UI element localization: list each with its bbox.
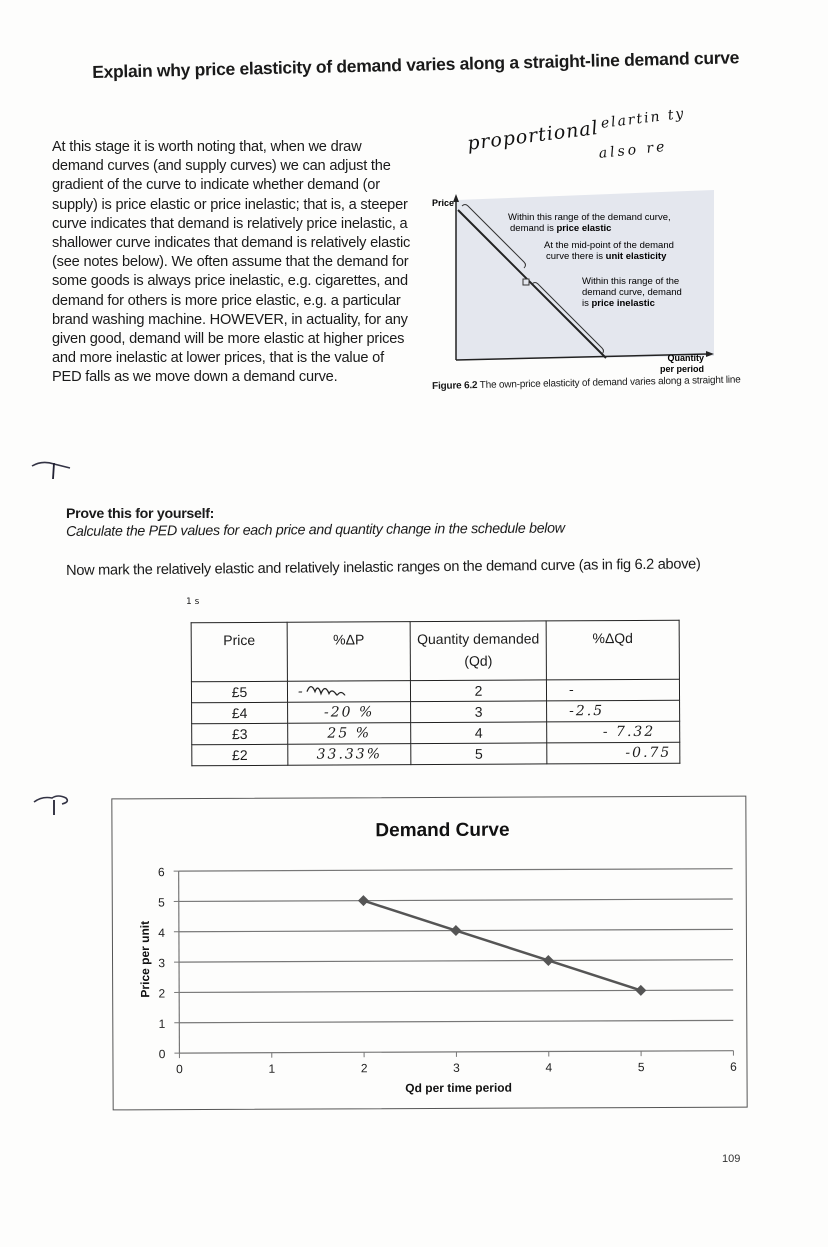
- x-axis-label: Qd per time period: [405, 1080, 512, 1096]
- x-tick-label: 4: [545, 1060, 553, 1075]
- y-tick-label: 1: [158, 1016, 166, 1031]
- y-tick-label: 4: [158, 925, 165, 940]
- x-tick-label: 3: [453, 1060, 460, 1075]
- y-tick-label: 2: [158, 986, 166, 1001]
- midpoint-marker: [523, 279, 529, 285]
- cell-qd: 3: [411, 701, 547, 723]
- demand-chart: [111, 796, 747, 1111]
- y-axis-label: Price per unit: [137, 920, 153, 998]
- data-point-diamond: [543, 955, 554, 966]
- scribble: -: [298, 683, 355, 699]
- mark-instruction: Now mark the relatively elastic and relatively inelastic ranges on the demand curve (as in fig 6.2 above): [66, 556, 701, 579]
- data-point-diamond: [635, 985, 646, 996]
- axes: [174, 869, 734, 1058]
- cell-pct-dqd[interactable]: -0.75: [547, 742, 680, 764]
- figure-6-2: [426, 188, 716, 380]
- x-tick-label: 6: [730, 1059, 737, 1074]
- x-tick-label: 0: [176, 1062, 183, 1077]
- chart-title: Demand Curve: [375, 819, 510, 842]
- y-tick-label: 6: [157, 865, 165, 880]
- intro-paragraph: At this stage it is worth noting that, when we draw demand curves (and supply curves) we can adjust the gradient of the curve to indicate whether demand (or supply) is price elastic or price inelastic; that is, a steeper curve indicates that demand is relatively price inelastic, a shallower curve indicates that demand is relatively elastic (see notes below). We often assume that the demand for some goods is always price inelastic, e.g. cigarettes, and demand for others is more price elastic, e.g. a particular brand washing machine. HOWEVER, in actuality, for any given good, demand will be more elastic at higher prices and more inelastic at lower prices, that is the value of PED falls as we move down a demand curve.: [52, 139, 411, 386]
- unit-text-1: At the mid-point of the demand: [544, 240, 674, 251]
- table-row: [192, 721, 680, 745]
- x-tick-label: 2: [360, 1061, 368, 1076]
- elasticity-diagram: [426, 188, 716, 380]
- inelastic-text-3: is price inelastic: [582, 298, 655, 309]
- table-row: [191, 679, 679, 703]
- series: [358, 894, 646, 997]
- header-pct-change-price: %ΔP: [287, 622, 410, 682]
- handwritten-marks: 1 s: [186, 597, 200, 607]
- chart-canvas: [112, 797, 746, 1110]
- y-tick-label: 5: [158, 895, 165, 910]
- cell-price: £2: [192, 744, 288, 766]
- gridline: [179, 990, 733, 992]
- figure-x-label-2: per period: [659, 364, 704, 374]
- exercise-instruction: Calculate the PED values for each price and quantity change in the schedule below: [66, 520, 565, 540]
- handwritten-note: elartin ty: [600, 105, 687, 132]
- cell-price: £5: [191, 681, 287, 703]
- table-header-row: [191, 620, 679, 682]
- cell-pct-dp[interactable]: [287, 681, 410, 703]
- unit-text-2: curve there is unit elasticity: [546, 251, 667, 262]
- page-number: 109: [722, 1153, 741, 1165]
- x-tick-label: 1: [268, 1061, 276, 1076]
- figure-caption: Figure 6.2 The own-price elasticity of demand varies along a straight line: [432, 374, 741, 392]
- cell-pct-dp[interactable]: 33.33%: [288, 744, 411, 766]
- header-quantity: Quantity demanded (Qd): [410, 621, 546, 681]
- page-title: Explain why price elasticity of demand varies along a straight-line demand curve: [92, 47, 740, 82]
- header-pct-change-qd: %ΔQd: [546, 620, 679, 680]
- elastic-text-1: Within this range of the demand curve,: [508, 212, 671, 223]
- schedule-table: [191, 620, 681, 767]
- cell-pct-dp[interactable]: 25 %: [288, 723, 411, 745]
- gridlines: [179, 869, 734, 1023]
- cell-pct-dqd[interactable]: - 7.32: [547, 721, 680, 743]
- cell-pct-dqd[interactable]: -: [546, 679, 679, 701]
- cell-price: £3: [192, 723, 288, 745]
- figure-y-label: Price: [432, 198, 455, 208]
- y-tick-label: 0: [158, 1047, 166, 1062]
- tick-labels: [158, 863, 737, 1077]
- x-tick-label: 5: [637, 1060, 645, 1075]
- cell-qd: 2: [410, 680, 546, 702]
- demand-line: [363, 899, 640, 991]
- gridline: [179, 960, 733, 962]
- cell-pct-dqd[interactable]: -2.5: [547, 700, 680, 722]
- y-axis: [179, 871, 180, 1053]
- inelastic-text-1: Within this range of the: [582, 276, 680, 287]
- cell-qd: 5: [411, 743, 547, 765]
- handwritten-note: also re: [598, 138, 669, 162]
- figure-x-label-1: Quantity: [667, 353, 704, 363]
- cell-pct-dp[interactable]: -20 %: [288, 702, 411, 724]
- pen-mark-icon: [30, 794, 80, 816]
- data-point-diamond: [450, 925, 461, 936]
- elastic-text-2: demand is price elastic: [510, 223, 612, 234]
- table-row: [192, 700, 680, 724]
- exercise-heading: Prove this for yourself:: [66, 506, 215, 522]
- header-price: Price: [191, 622, 287, 682]
- gridline: [179, 1020, 733, 1022]
- y-tick-label: 3: [158, 956, 166, 971]
- inelastic-text-2: demand curve, demand: [582, 287, 682, 298]
- gridline: [179, 899, 733, 901]
- scribble-icon: [305, 681, 355, 695]
- data-point-diamond: [358, 895, 369, 906]
- handwritten-note: proportional: [466, 116, 600, 155]
- gridline: [179, 869, 733, 871]
- pen-mark-icon: [30, 458, 80, 480]
- cell-qd: 4: [411, 722, 547, 744]
- cell-price: £4: [192, 702, 288, 724]
- table-row: [192, 742, 680, 766]
